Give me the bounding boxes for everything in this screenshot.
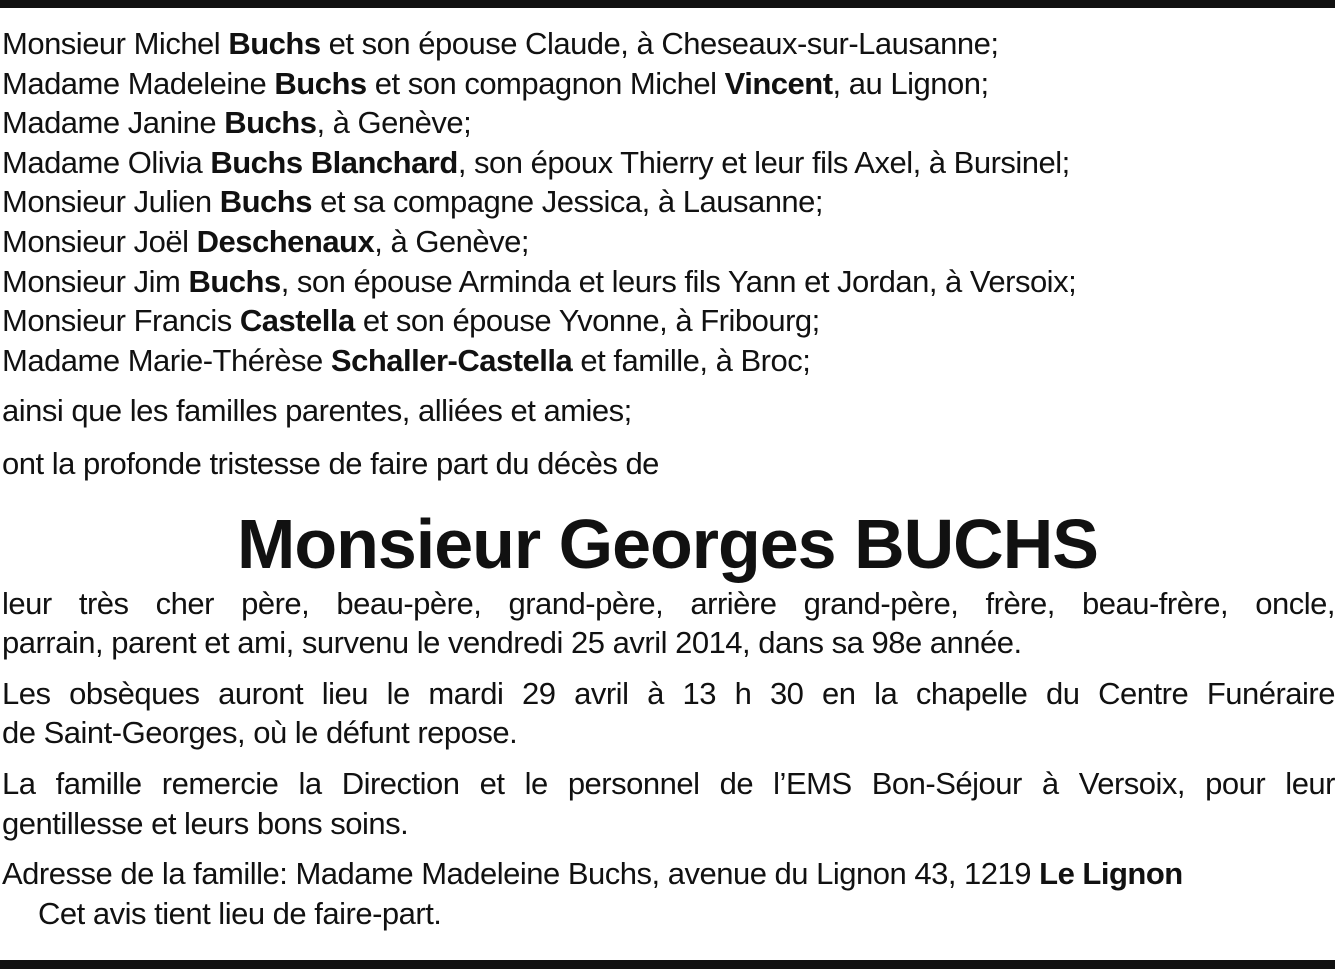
- family-line: Monsieur Jim Buchs, son épouse Arminda et leurs fils Yann et Jordan, à Versoix;: [2, 263, 1077, 299]
- description-line-1: leur très cher père, beau-père, grand-père, arrière grand-père, frère, beau-frère, oncle,: [2, 585, 1335, 621]
- family-line: Monsieur Michel Buchs et son épouse Claude, à Cheseaux-sur-Lausanne;: [2, 26, 999, 61]
- address-city: Le Lignon: [1039, 856, 1183, 892]
- funeral-line-2: de Saint-Georges, où le défunt repose.: [2, 715, 518, 751]
- family-line: Madame Marie-Thérèse Schaller-Castella et famille, à Broc;: [2, 342, 811, 378]
- announcement-line: ont la profonde tristesse de faire part du décès de: [2, 445, 659, 481]
- family-line: Monsieur Francis Castella et son épouse Yvonne, à Fribourg;: [2, 303, 820, 339]
- family-address: Adresse de la famille: Madame Madeleine Buchs, avenue du Lignon 43, 1219 Le Lignon: [2, 856, 1183, 892]
- notice-line: Cet avis tient lieu de faire-part.: [38, 895, 442, 931]
- thanks-line-2: gentillesse et leurs bons soins.: [2, 805, 409, 841]
- top-rule: [0, 0, 1335, 8]
- description-paragraph: [2, 584, 1335, 663]
- family-line: Madame Olivia Buchs Blanchard, son époux Thierry et leur fils Axel, à Bursinel;: [2, 144, 1070, 180]
- thanks-line-1: La famille remercie la Direction et le personnel de l’EMS Bon-Séjour à Versoix, pour leur: [2, 765, 1335, 801]
- description-line-2: parrain, parent et ami, survenu le vendredi 25 avril 2014, dans sa 98e année.: [2, 625, 1022, 661]
- bottom-rule: [0, 960, 1335, 969]
- deceased-name: Monsieur Georges BUCHS: [237, 504, 1098, 583]
- family-list: [2, 24, 1335, 380]
- family-line: Monsieur Julien Buchs et sa compagne Jessica, à Lausanne;: [2, 184, 824, 220]
- family-line: Monsieur Joël Deschenaux, à Genève;: [2, 223, 530, 259]
- family-line: Madame Madeleine Buchs et son compagnon Michel Vincent, au Lignon;: [2, 65, 989, 101]
- obituary-notice: [2, 24, 1335, 933]
- family-line: Madame Janine Buchs, à Genève;: [2, 105, 472, 141]
- relatives-line: ainsi que les familles parentes, alliées et amies;: [2, 393, 632, 429]
- thanks-paragraph: [2, 764, 1335, 843]
- address-paragraph: [2, 854, 1335, 933]
- funeral-line-1: Les obsèques auront lieu le mardi 29 avril à 13 h 30 en la chapelle du Centre Funéraire: [2, 675, 1335, 711]
- funeral-paragraph: [2, 674, 1335, 753]
